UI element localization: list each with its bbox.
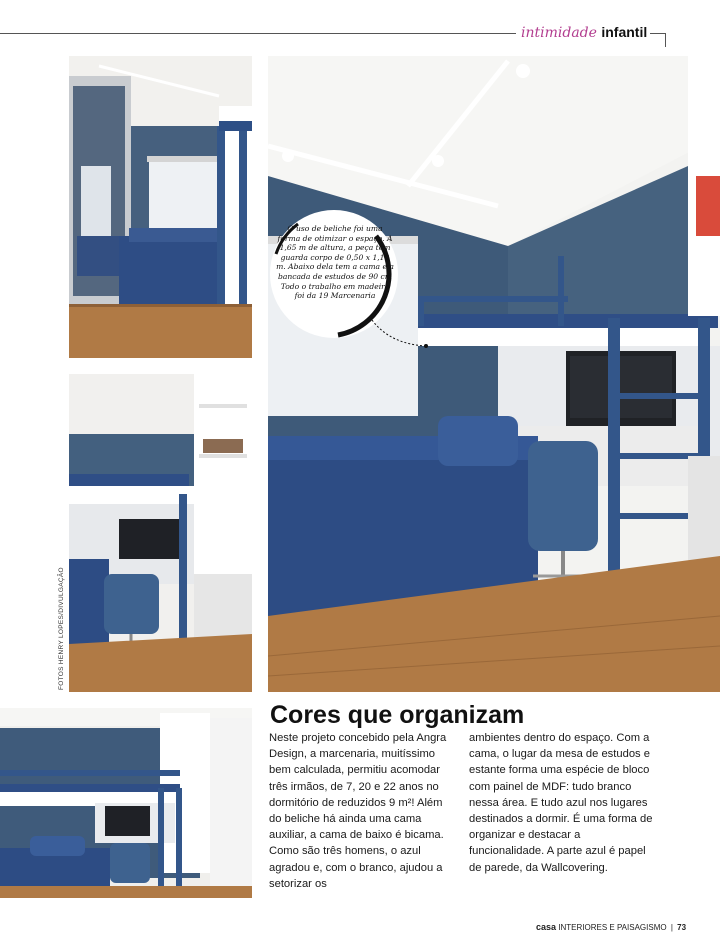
header-rule-corner — [650, 33, 666, 47]
photo-bunk-overview — [0, 708, 252, 898]
photo-credit: FOTOS HENRY LOPES/DIVULGAÇÃO — [58, 567, 65, 690]
section-label-bold: infantil — [601, 24, 648, 40]
section-label-light: intimidade — [521, 25, 597, 41]
article-title: Cores que organizam — [270, 701, 525, 729]
article-column-2: ambientes dentro do espaço. Com a cama, o lugar da mesa de estudos e estante forma uma espécie de bloco com painel de MDF: tudo branco nessa área. E tudo azul nos lugares destinados a dormir. É uma forma de organizar e destacar a funcionalidade. A parte azul é papel de parede, da Wallcovering. — [469, 732, 653, 874]
section-label — [521, 23, 647, 42]
photo-bunk-bed-main — [268, 56, 720, 692]
callout-leader-line — [370, 318, 430, 352]
footer-subtitle: INTERIORES E PAISAGISMO — [558, 923, 667, 932]
footer-separator: | — [670, 923, 673, 932]
photo-desk-bunk — [69, 374, 252, 692]
photo-bedroom-mirror — [69, 56, 252, 358]
header-rule — [0, 33, 516, 34]
callout-text: O uso de beliche foi uma forma de otimizar o espaço. A 1,65 m de altura, a peça tem guarda corpo de 0,50 x 1,10 m. Abaixo dela tem a cama e a bancada de estudos de 90 cm Todo o trabalho em madeira foi da 19 Marcenaria — [276, 224, 394, 301]
article-column-1: Neste projeto concebido pela Angra Design, a marcenaria, muitíssimo bem calculada, permitiu acomodar três irmãos, de 7, 20 e 22 anos no dormitório de reduzidos 9 m²! Além do beliche há ainda uma cama auxiliar, a cama de baixo é bicama. Como são três homens, o azul agradou e, com o branco, ajudou a setorizar os — [269, 732, 447, 890]
footer-brand: casa — [536, 922, 557, 932]
page-number: 73 — [677, 923, 687, 932]
page-footer — [536, 922, 686, 933]
